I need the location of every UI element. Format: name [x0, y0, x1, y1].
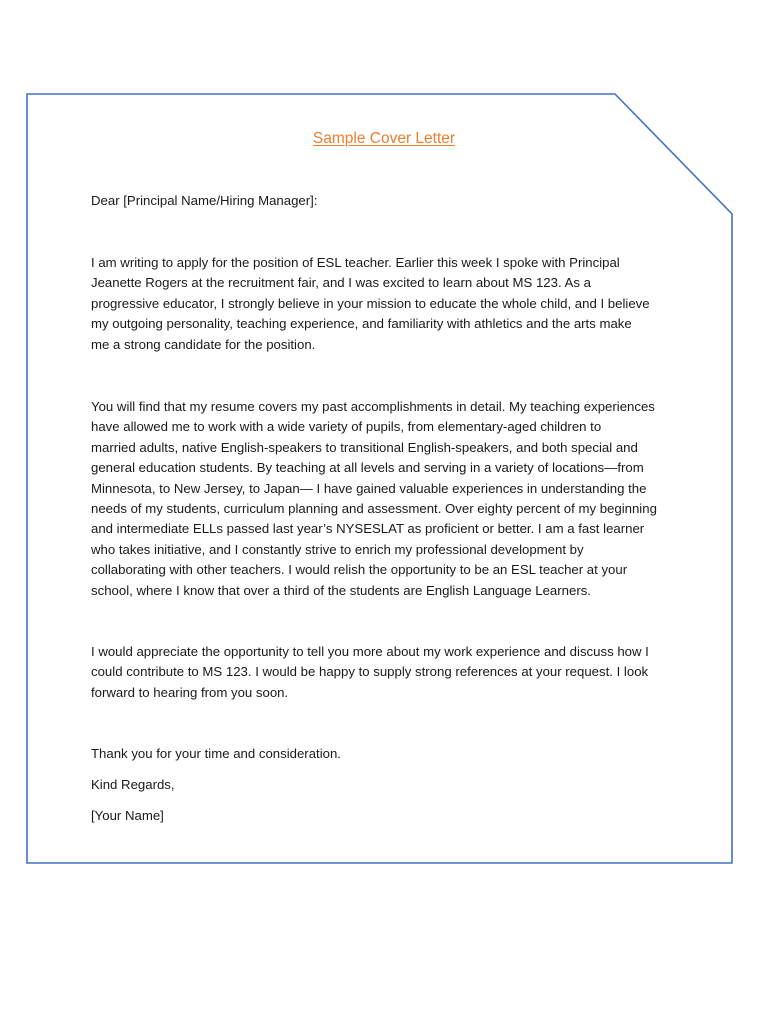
paragraph-1: [91, 253, 691, 355]
paragraph-line: could contribute to MS 123. I would be happy to supply strong references at your request. I look: [91, 664, 649, 680]
paragraph-line: who takes initiative, and I constantly strive to enrich my professional development by: [91, 541, 584, 557]
paragraph-line: I am writing to apply for the position of ESL teacher. Earlier this week I spoke with Principal: [91, 255, 620, 270]
paragraph-line: Minnesota, to New Jersey, to Japan— I have gained valuable experiences in understanding the: [91, 480, 647, 496]
paragraph-line: me a strong candidate for the position.: [91, 336, 316, 352]
paragraph-line: Jeanette Rogers at the recruitment fair, and I was excited to learn about MS 123. As a: [91, 275, 591, 291]
paragraph-line: You will find that my resume covers my past accomplishments in detail. My teaching experiences: [91, 399, 655, 414]
paragraph-line: my outgoing personality, teaching experience, and familiarity with athletics and the arts make: [91, 316, 632, 332]
paragraph-line: progressive educator, I strongly believe in your mission to educate the whole child, and I believe: [91, 295, 650, 311]
closing-line: Kind Regards,: [91, 777, 175, 792]
paragraph-line: forward to hearing from you soon.: [91, 684, 289, 700]
signature-line: [Your Name]: [91, 808, 164, 823]
paragraph-line: general education students. By teaching at all levels and serving in a variety of locations—from: [91, 460, 644, 476]
paragraph-2: [91, 397, 691, 601]
paragraph-line: needs of my students, curriculum planning and assessment. Over eighty percent of my beginning: [91, 501, 657, 517]
paragraph-line: collaborating with other teachers. I would relish the opportunity to be an ESL teacher at your: [91, 562, 628, 578]
paragraph-line: I would appreciate the opportunity to tell you more about my work experience and discuss how I: [91, 644, 649, 659]
paragraph-3: [91, 642, 691, 703]
greeting: Dear [Principal Name/Hiring Manager]:: [91, 193, 318, 208]
paragraph-line: school, where I know that over a third of the students are English Language Learners.: [91, 582, 591, 598]
paragraph-line: have allowed me to work with a wide variety of pupils, from elementary-aged children to: [91, 419, 602, 435]
letter-title: Sample Cover Letter: [312, 130, 456, 147]
paragraph-line: and intermediate ELLs passed last year’s NYSESLAT as proficient or better. I am a fast learner: [91, 521, 645, 537]
paragraph-line: married adults, native English-speakers to transitional English-speakers, and both special and: [91, 439, 638, 455]
thanks-line: Thank you for your time and consideration.: [91, 746, 341, 761]
